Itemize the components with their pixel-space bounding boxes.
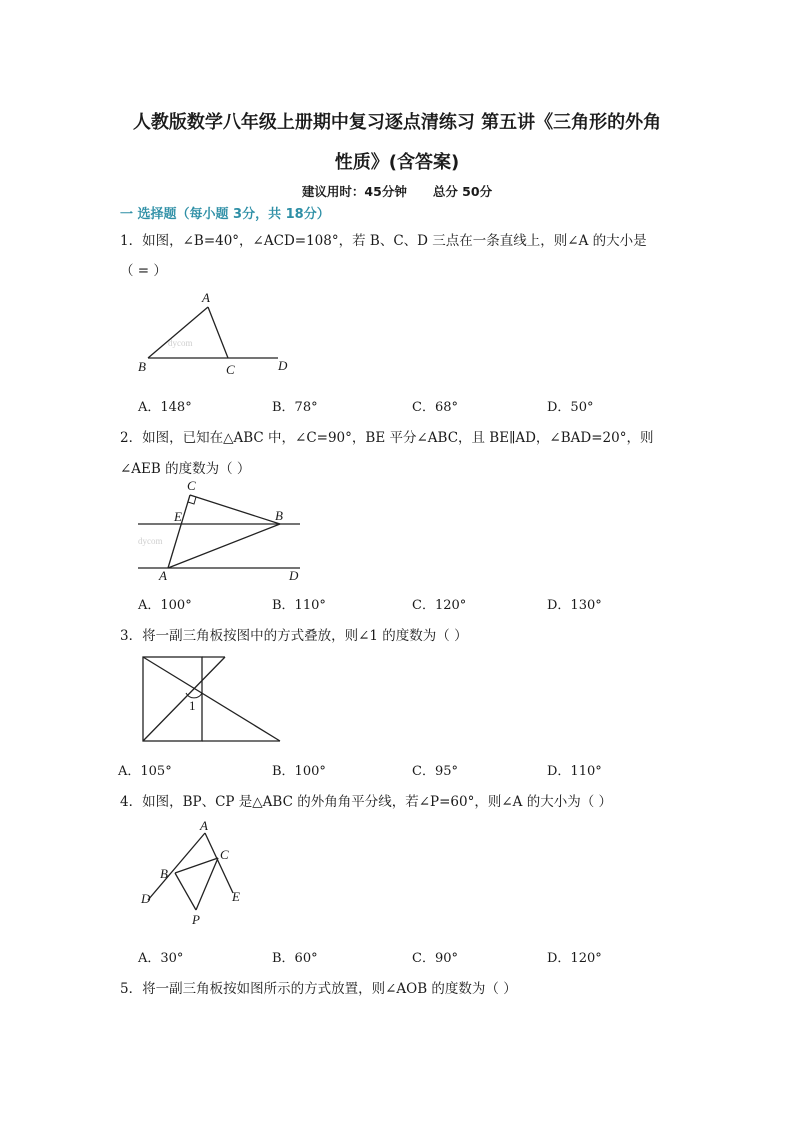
label-e: E bbox=[232, 889, 240, 904]
label-d: D bbox=[289, 568, 299, 583]
label-d: D bbox=[141, 891, 151, 906]
question-1-text-line2: （ = ） bbox=[120, 263, 167, 279]
label-a: A bbox=[159, 568, 167, 583]
document-title-line2: 性质》(含答案) bbox=[334, 152, 460, 173]
label-c: C bbox=[220, 847, 229, 862]
question-4-option-a: A．30° bbox=[138, 951, 184, 966]
watermark: dycom bbox=[138, 536, 163, 546]
watermark: dycom bbox=[168, 338, 193, 348]
label-e: E bbox=[174, 509, 182, 524]
question-4-option-b: B．60° bbox=[272, 951, 318, 966]
total-score: 总分 50分 bbox=[432, 184, 493, 199]
question-4-option-d: D．120° bbox=[547, 951, 602, 966]
question-2-option-d: D．130° bbox=[547, 598, 602, 613]
question-3-figure bbox=[130, 650, 300, 750]
question-2-text: 2．如图，已知在△ABC 中，∠C=90°，BE 平分∠ABC，且 BE∥AD，∠BAD=20°，则 bbox=[120, 430, 654, 446]
question-2-option-a: A．100° bbox=[138, 598, 192, 613]
question-3-option-c: C．95° bbox=[412, 764, 458, 779]
question-1-figure bbox=[130, 288, 300, 383]
label-a: A bbox=[200, 818, 208, 833]
document-title-line1: 人教版数学八年级上册期中复习逐点清练习 第五讲《三角形的外角 bbox=[132, 112, 662, 133]
question-4-text: 4．如图，BP、CP 是△ABC 的外角角平分线，若∠P=60°，则∠A 的大小为（ ） bbox=[120, 794, 612, 810]
question-2-option-b: B．110° bbox=[272, 598, 326, 613]
label-b: B bbox=[160, 866, 168, 881]
question-2-figure bbox=[130, 478, 310, 588]
section-heading: 一 选择题（每小题 3分，共 18分） bbox=[120, 207, 330, 222]
label-c: C bbox=[226, 362, 235, 377]
label-b: B bbox=[275, 508, 283, 523]
question-5-text: 5．将一副三角板按如图所示的方式放置，则∠AOB 的度数为（ ） bbox=[120, 981, 517, 997]
time-suggestion: 建议用时：45分钟 bbox=[301, 184, 407, 199]
question-3-option-a: A．105° bbox=[118, 764, 172, 779]
label-p: P bbox=[192, 912, 200, 927]
question-1-option-c: C．68° bbox=[412, 400, 458, 415]
question-1-text: 1．如图，∠B=40°，∠ACD=108°，若 B、C、D 三点在一条直线上，则∠A 的大小是 bbox=[120, 233, 647, 249]
question-1-option-b: B．78° bbox=[272, 400, 318, 415]
question-4-option-c: C．90° bbox=[412, 951, 458, 966]
meta-info bbox=[0, 182, 794, 200]
question-2-text-line2: ∠AEB 的度数为（ ） bbox=[120, 461, 251, 477]
question-3-text: 3．将一副三角板按图中的方式叠放，则∠1 的度数为（ ） bbox=[120, 628, 468, 644]
question-2-option-c: C．120° bbox=[412, 598, 467, 613]
label-d: D bbox=[278, 358, 288, 373]
question-3-option-b: B．100° bbox=[272, 764, 326, 779]
question-4-figure bbox=[130, 818, 270, 933]
question-3-option-d: D．110° bbox=[547, 764, 602, 779]
question-1-option-d: D．50° bbox=[547, 400, 594, 415]
label-angle-1: 1 bbox=[189, 698, 196, 713]
question-1-option-a: A．148° bbox=[138, 400, 192, 415]
label-b: B bbox=[138, 359, 146, 374]
label-c: C bbox=[187, 478, 196, 493]
label-a: A bbox=[202, 290, 210, 305]
